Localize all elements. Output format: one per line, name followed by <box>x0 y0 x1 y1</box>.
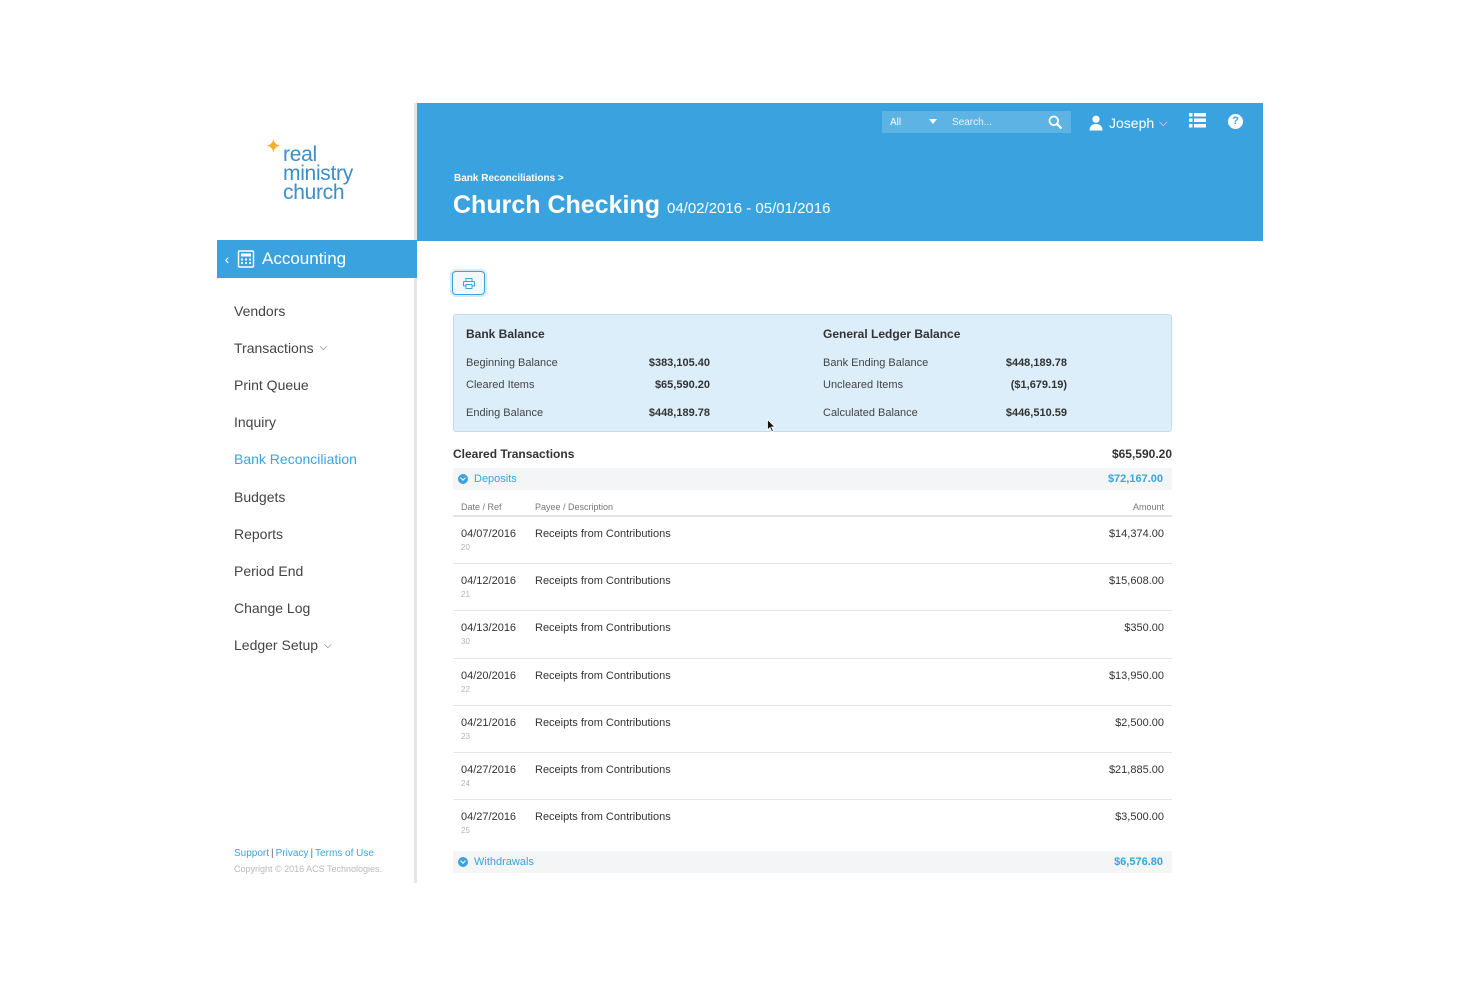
tx-amount: $2,500.00 <box>1115 716 1164 729</box>
sidebar-item-label: Print Queue <box>234 376 309 393</box>
chevron-circle-down-icon <box>458 857 468 867</box>
logo-word-1: real <box>283 143 317 166</box>
user-name: Joseph <box>1109 115 1155 131</box>
tx-amount: $15,608.00 <box>1108 575 1164 588</box>
tx-date: 04/27/2016 <box>461 811 517 824</box>
withdrawals-label: Withdrawals <box>474 856 534 868</box>
user-icon <box>1089 115 1103 131</box>
date-range: 04/02/2016 - 05/01/2016 <box>666 200 831 217</box>
account-title: Church Checking <box>453 191 660 219</box>
tx-date: 04/07/2016 <box>461 528 517 540</box>
withdrawals-group-toggle[interactable] <box>453 851 1172 873</box>
deposits-total: $72,167.00 <box>1107 473 1163 485</box>
table-row[interactable] <box>453 800 1172 847</box>
balance-label: Cleared Items <box>466 379 535 391</box>
tx-ref: 24 <box>461 778 470 788</box>
tx-payee: Receipts from Contributions <box>535 716 671 729</box>
sidebar-item-label: Ledger Setup <box>234 637 319 654</box>
sidebar-item-label: Bank Reconciliation <box>234 451 357 468</box>
sidebar-item-label: Inquiry <box>234 414 277 431</box>
column-header-payee: Payee / Description <box>535 502 614 512</box>
footer-links <box>234 848 374 859</box>
sidebar-item-change-log[interactable] <box>234 590 357 627</box>
sidebar-item-label: Change Log <box>234 600 311 617</box>
deposits-group-toggle[interactable] <box>453 468 1172 490</box>
user-menu[interactable] <box>1089 113 1168 133</box>
tx-ref: 25 <box>461 826 470 836</box>
deposits-label: Deposits <box>474 473 517 485</box>
caret-down-icon <box>929 119 937 124</box>
ledger-balance-column <box>823 315 1123 433</box>
cleared-transactions-header <box>453 447 1172 463</box>
tx-ref: 23 <box>461 731 470 741</box>
tx-payee: Receipts from Contributions <box>535 622 671 635</box>
sidebar-item-label: Period End <box>234 562 304 579</box>
balance-label: Calculated Balance <box>823 407 918 419</box>
chevron-left-icon[interactable]: ‹ <box>224 251 230 267</box>
print-button[interactable] <box>452 271 485 295</box>
sidebar-item-print-queue[interactable] <box>234 366 357 403</box>
search-scope-select[interactable] <box>882 111 945 133</box>
logo-word-3: church <box>283 181 345 204</box>
tx-payee: Receipts from Contributions <box>535 528 671 540</box>
page-header <box>417 103 1263 241</box>
transactions-table <box>453 517 1172 847</box>
chevron-down-icon: ⌵ <box>1159 116 1168 129</box>
search-icon[interactable] <box>1048 115 1062 129</box>
sidebar-item-label: Budgets <box>234 488 286 505</box>
sidebar-item-period-end[interactable] <box>234 552 357 589</box>
tx-ref: 22 <box>461 684 470 694</box>
module-header-accounting[interactable] <box>217 240 417 278</box>
help-icon[interactable]: ? <box>1228 114 1243 129</box>
tx-amount: $350.00 <box>1124 622 1164 635</box>
chevron-down-icon[interactable]: ⌵ <box>319 342 328 354</box>
cleared-transactions-title: Cleared Transactions <box>453 447 575 461</box>
balance-label: Bank Ending Balance <box>823 357 929 369</box>
terms-link[interactable]: Terms of Use <box>315 848 374 859</box>
search-box <box>945 111 1071 133</box>
privacy-link[interactable]: Privacy <box>275 848 309 859</box>
sidebar-item-label: Reports <box>234 525 284 542</box>
tx-date: 04/27/2016 <box>461 763 517 776</box>
sidebar-item-label: Vendors <box>234 302 286 319</box>
sidebar-item-label: Transactions <box>234 339 314 356</box>
sidebar-item-vendors[interactable] <box>234 292 357 329</box>
chevron-circle-down-icon <box>458 474 468 484</box>
tx-amount: $13,950.00 <box>1108 669 1164 682</box>
balance-value: $448,189.78 <box>648 407 710 419</box>
tx-ref: 30 <box>461 637 470 647</box>
tx-payee: Receipts from Contributions <box>535 575 671 588</box>
list-icon[interactable] <box>1189 113 1206 128</box>
tx-date: 04/12/2016 <box>461 575 517 588</box>
search-input[interactable] <box>952 117 1047 128</box>
tx-payee: Receipts from Contributions <box>535 763 671 776</box>
calculator-icon <box>237 250 255 268</box>
table-row[interactable] <box>453 517 1172 564</box>
balance-value: $383,105.40 <box>648 357 710 369</box>
table-row[interactable] <box>453 753 1172 800</box>
table-row[interactable] <box>453 706 1172 753</box>
chevron-down-icon[interactable]: ⌵ <box>324 639 332 651</box>
tx-amount: $3,500.00 <box>1115 811 1164 824</box>
sidebar-item-transactions[interactable] <box>234 329 357 366</box>
withdrawals-total: $6,576.80 <box>1114 856 1163 868</box>
tx-date: 04/13/2016 <box>461 622 517 635</box>
sidebar <box>217 103 417 883</box>
sidebar-item-inquiry[interactable] <box>234 404 357 441</box>
balance-value: $65,590.20 <box>654 379 710 391</box>
transactions-table-header <box>453 499 1172 517</box>
tx-amount: $21,885.00 <box>1108 763 1164 776</box>
support-link[interactable]: Support <box>234 848 270 859</box>
table-row[interactable] <box>453 659 1172 706</box>
footer-separator: | <box>271 848 274 859</box>
church-logo[interactable] <box>265 136 385 211</box>
balance-label: Uncleared Items <box>823 379 904 391</box>
balance-value: $446,510.59 <box>1005 407 1067 419</box>
star-icon: ✦ <box>265 136 282 158</box>
sidebar-item-bank-reconciliation[interactable] <box>234 441 357 478</box>
search-scope-value: All <box>890 116 902 128</box>
mouse-cursor-icon <box>767 419 776 433</box>
column-header-date-ref: Date / Ref <box>461 502 502 512</box>
breadcrumb[interactable]: Bank Reconciliations > <box>454 173 564 184</box>
balance-summary-panel <box>453 314 1172 432</box>
sidebar-item-budgets[interactable] <box>234 478 357 515</box>
cleared-transactions-total: $65,590.20 <box>1111 447 1172 461</box>
footer-separator: | <box>310 848 314 859</box>
tx-amount: $14,374.00 <box>1108 528 1164 540</box>
table-row[interactable] <box>453 564 1172 611</box>
copyright-text: Copyright © 2016 ACS Technologies. <box>234 864 383 874</box>
print-icon <box>463 278 475 289</box>
balance-label: Ending Balance <box>466 407 544 419</box>
tx-date: 04/21/2016 <box>461 716 517 729</box>
balance-value: $448,189.78 <box>1005 357 1067 369</box>
tx-ref: 20 <box>461 543 470 552</box>
bank-balance-heading: Bank Balance <box>466 327 545 341</box>
tx-payee: Receipts from Contributions <box>535 669 671 682</box>
sidebar-nav <box>234 292 357 664</box>
sidebar-item-ledger-setup[interactable] <box>234 627 357 664</box>
tx-ref: 21 <box>461 590 470 600</box>
module-title: Accounting <box>262 249 347 268</box>
tx-payee: Receipts from Contributions <box>535 811 671 824</box>
page-title <box>453 191 830 220</box>
ledger-balance-heading: General Ledger Balance <box>823 327 961 341</box>
balance-value: ($1,679.19) <box>1010 379 1067 391</box>
table-row[interactable] <box>453 611 1172 658</box>
balance-label: Beginning Balance <box>466 357 558 369</box>
bank-balance-column <box>466 315 766 433</box>
logo-word-2: ministry <box>283 162 353 185</box>
tx-date: 04/20/2016 <box>461 669 517 682</box>
sidebar-item-reports[interactable] <box>234 515 357 552</box>
column-header-amount: Amount <box>1132 502 1164 512</box>
